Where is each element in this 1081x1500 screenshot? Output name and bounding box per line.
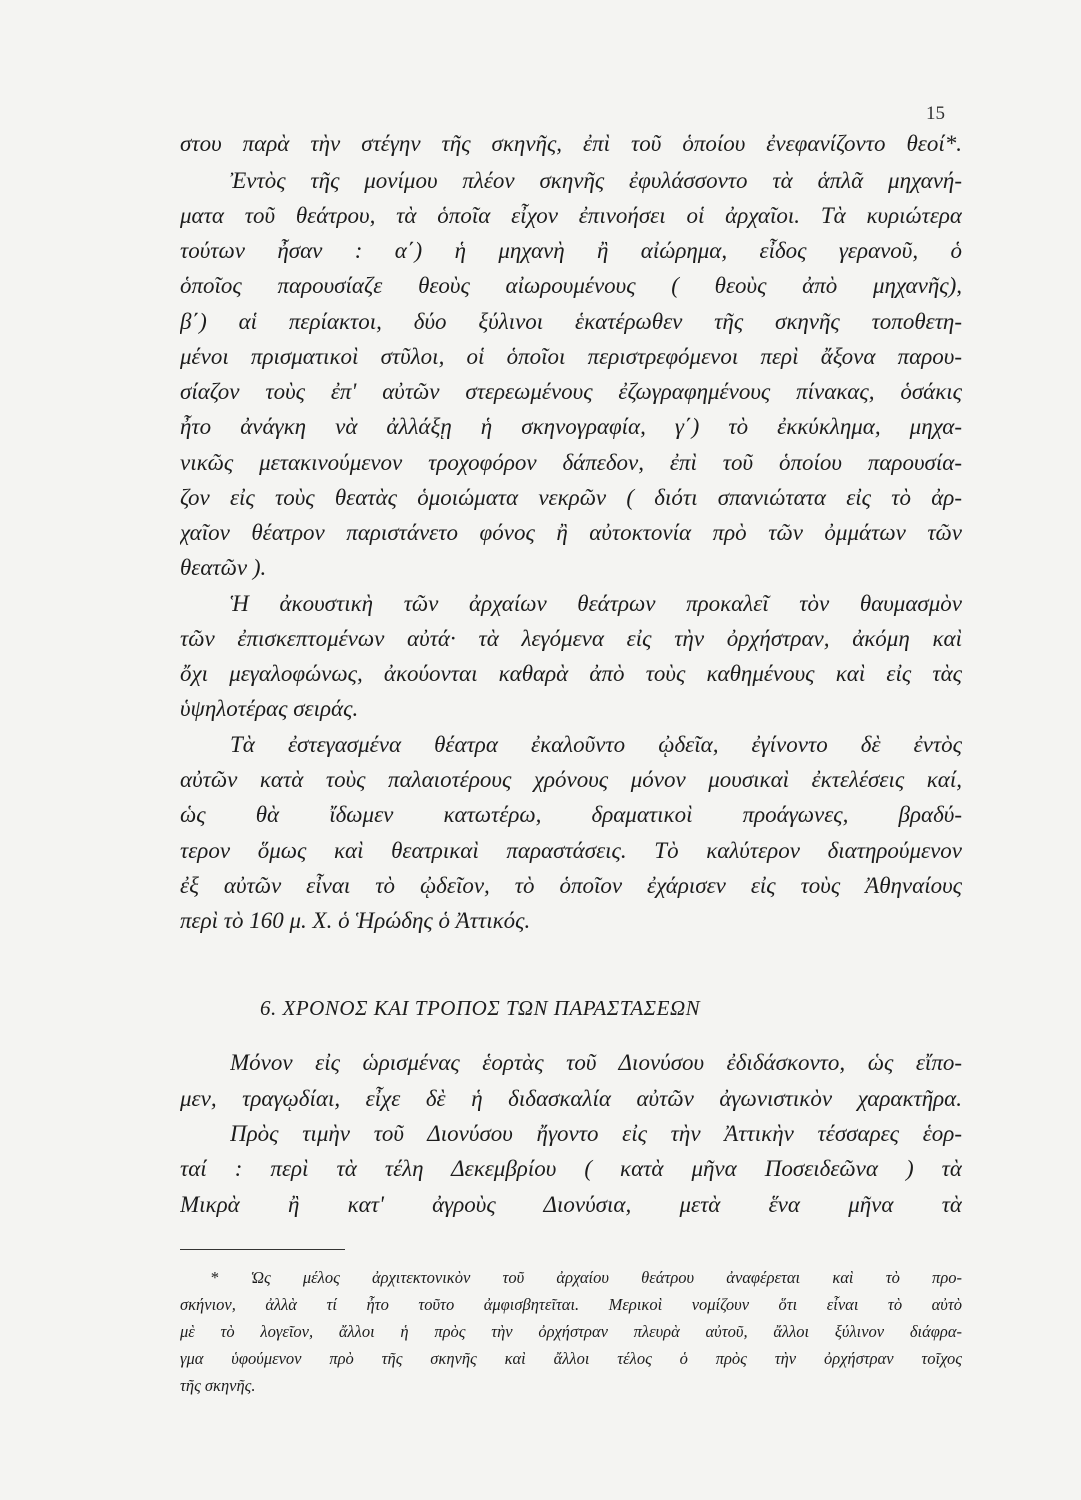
footnote-line: τῆς σκηνῆς. — [180, 1376, 256, 1395]
section-heading: 6. ΧΡΟΝΟΣ ΚΑΙ ΤΡΟΠΟΣ ΤΩΝ ΠΑΡΑΣΤΑΣΕΩΝ — [260, 996, 701, 1020]
body-line: β΄) αἱ περίακτοι, δύο ξύλινοι ἑκατέρωθεν τῆς σκηνῆς τοποθετη- — [180, 309, 962, 334]
section-line: Μικρὰ ἢ κατ' ἀγροὺς Διονύσια, μετὰ ἕνα μῆνα τὰ — [180, 1192, 962, 1217]
footnote-divider — [180, 1249, 345, 1250]
footnote-line: μὲ τὸ λογεῖον, ἄλλοι ἡ πρὸς τὴν ὀρχήστραν πλευρὰ αὐτοῦ, ἄλλοι ξύλινον διάφρα- — [180, 1322, 962, 1341]
body-line: χαῖον θέατρον παριστάνετο φόνος ἢ αὐτοκτονία πρὸ τῶν ὀμμάτων τῶν — [180, 520, 962, 545]
body-line: τερον ὅμως καὶ θεατρικαὶ παραστάσεις. Τὸ καλύτερον διατηρούμενον — [180, 838, 962, 863]
body-line: σίαζον τοὺς ἐπ' αὐτῶν στερεωμένους ἐζωγραφημένους πίνακας, ὁσάκις — [180, 379, 962, 404]
section-line: Πρὸς τιμὴν τοῦ Διονύσου ἤγοντο εἰς τὴν Ἀττικὴν τέσσαρες ἑορ- — [230, 1121, 962, 1146]
body-line: Τὰ ἐστεγασμένα θέατρα ἐκαλοῦντο ᾠδεῖα, ἐγίνοντο δὲ ἐντὸς — [230, 732, 962, 757]
footnote-line: * Ὡς μέλος ἀρχιτεκτονικὸν τοῦ ἀρχαίου θεάτρου ἀναφέρεται καὶ τὸ προ- — [210, 1268, 962, 1287]
body-line: θεατῶν ). — [180, 555, 267, 580]
body-line: ὁποῖος παρουσίαζε θεοὺς αἰωρουμένους ( θεοὺς ἀπὸ μηχανῆς), — [180, 273, 962, 298]
body-line: στου παρὰ τὴν στέγην τῆς σκηνῆς, ἐπὶ τοῦ ὁποίου ἐνεφανίζοντο θεοί*. — [180, 131, 962, 156]
page-number: 15 — [926, 103, 945, 124]
body-line: Ἡ ἀκουστικὴ τῶν ἀρχαίων θεάτρων προκαλεῖ τὸν θαυμασμὸν — [230, 591, 962, 616]
body-line: ὑψηλοτέρας σειράς. — [180, 696, 359, 721]
body-line: αὐτῶν κατὰ τοὺς παλαιοτέρους χρόνους μόνον μουσικαὶ ἐκτελέσεις καί, — [180, 767, 962, 792]
footnote-line: γμα ὑφούμενον πρὸ τῆς σκηνῆς καὶ ἄλλοι τέλος ὁ πρὸς τὴν ὀρχήστραν τοῖχος — [180, 1349, 962, 1368]
section-line: Μόνον εἰς ὡρισμένας ἑορτὰς τοῦ Διονύσου ἐδιδάσκοντο, ὡς εἴπο- — [230, 1050, 962, 1075]
section-line: μεν, τραγῳδίαι, εἶχε δὲ ἡ διδασκαλία αὐτῶν ἀγωνιστικὸν χαρακτῆρα. — [180, 1086, 962, 1111]
body-line: Ἐντὸς τῆς μονίμου πλέον σκηνῆς ἐφυλάσσοντο τὰ ἁπλᾶ μηχανή- — [230, 168, 962, 193]
body-line: ἐξ αὐτῶν εἶναι τὸ ᾠδεῖον, τὸ ὁποῖον ἐχάρισεν εἰς τοὺς Ἀθηναίους — [180, 873, 962, 898]
body-line: περὶ τὸ 160 μ. Χ. ὁ Ἡρώδης ὁ Ἀττικός. — [180, 908, 531, 933]
body-line: νικῶς μετακινούμενον τροχοφόρον δάπεδον, ἐπὶ τοῦ ὁποίου παρουσία- — [180, 450, 962, 475]
body-line: τῶν ἐπισκεπτομένων αὐτά· τὰ λεγόμενα εἰς τὴν ὀρχήστραν, ἀκόμη καὶ — [180, 626, 962, 651]
body-line: ὄχι μεγαλοφώνως, ἀκούονται καθαρὰ ἀπὸ τοὺς καθημένους καὶ εἰς τὰς — [180, 661, 962, 686]
body-line: ζον εἰς τοὺς θεατὰς ὁμοιώματα νεκρῶν ( διότι σπανιώτατα εἰς τὸ ἀρ- — [180, 485, 962, 510]
body-line: τούτων ἦσαν : α΄) ἡ μηχανὴ ἢ αἰώρημα, εἶδος γερανοῦ, ὁ — [180, 238, 962, 263]
body-line: μένοι πρισματικοὶ στῦλοι, οἱ ὁποῖοι περιστρεφόμενοι περὶ ἄξονα παρου- — [180, 344, 962, 369]
body-line: ὡς θὰ ἴδωμεν κατωτέρω, δραματικοὶ προάγωνες, βραδύ- — [180, 802, 962, 827]
footnote-line: σκήνιον, ἀλλὰ τί ἦτο τοῦτο ἀμφισβητεῖται. Μερικοὶ νομίζουν ὅτι εἶναι τὸ αὐτὸ — [180, 1295, 962, 1314]
body-line: ἦτο ἀνάγκη νὰ ἀλλάξῃ ἡ σκηνογραφία, γ΄) τὸ ἐκκύκλημα, μηχα- — [180, 414, 962, 439]
section-line: ταί : περὶ τὰ τέλη Δεκεμβρίου ( κατὰ μῆνα Ποσειδεῶνα ) τὰ — [180, 1156, 962, 1181]
body-line: ματα τοῦ θεάτρου, τὰ ὁποῖα εἶχον ἐπινοήσει οἱ ἀρχαῖοι. Τὰ κυριώτερα — [180, 203, 962, 228]
